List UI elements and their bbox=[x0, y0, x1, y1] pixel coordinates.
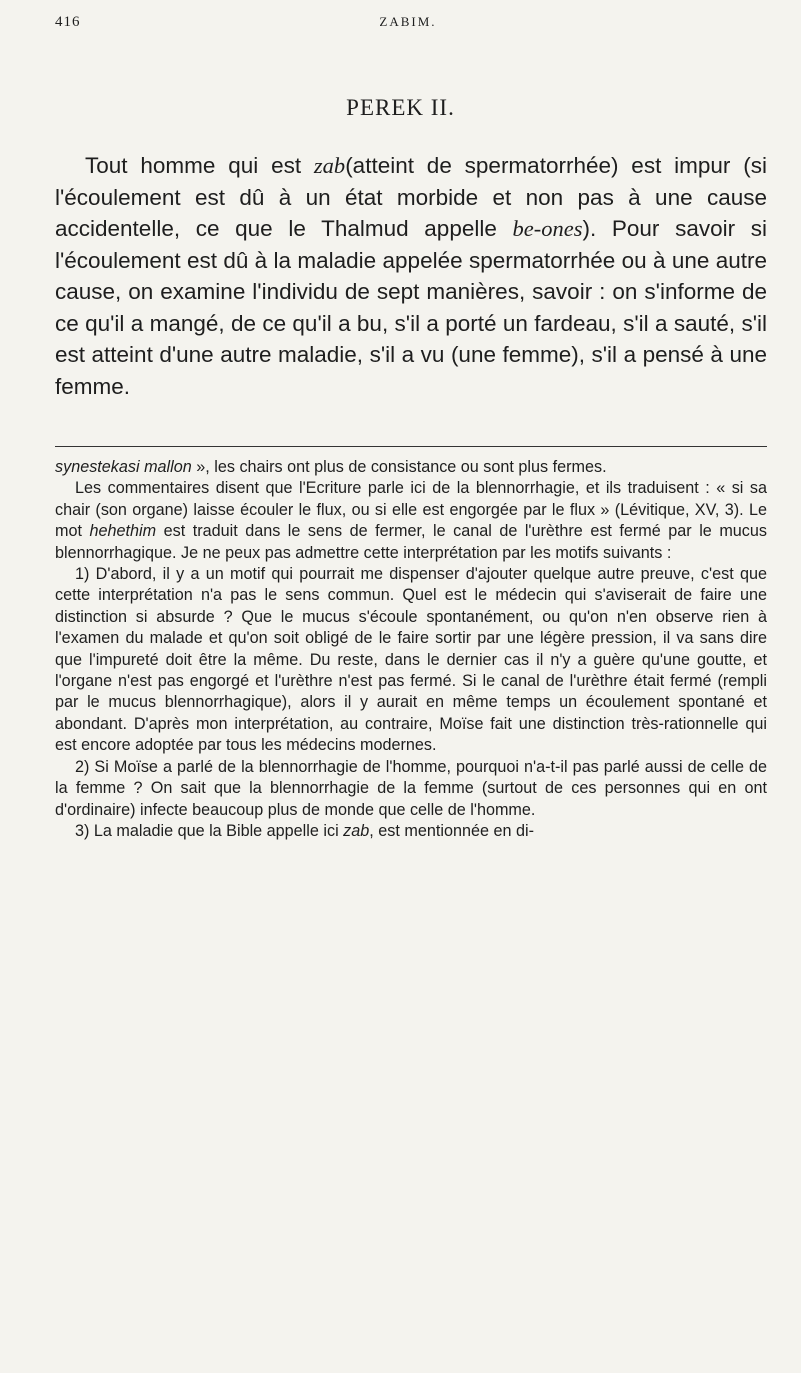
footnote-text: 3) La maladie que la Bible appelle ici bbox=[75, 821, 344, 840]
footnote-text: Les commentaires disent que l'Ecriture parle ici de la blennorrhagie, et ils traduisent : « si sa chair (son organe) laisse écouler le flux, ou si elle est engorgée par le flux » (Lévitique, XV, 3). Le mot bbox=[55, 479, 767, 541]
footnote-text: , est mentionnée en di- bbox=[369, 821, 534, 840]
page-number: 416 bbox=[55, 14, 81, 30]
footnote-continuation bbox=[55, 457, 767, 478]
footnote-paragraph bbox=[55, 821, 767, 842]
term-hehethim: hehethim bbox=[89, 522, 157, 541]
main-paragraph bbox=[55, 150, 767, 402]
running-header bbox=[55, 14, 761, 36]
footnote-divider bbox=[55, 446, 767, 447]
footnotes bbox=[55, 457, 767, 842]
footnote-text: », les chairs ont plus de consistance ou sont plus fermes. bbox=[191, 458, 607, 476]
chapter-title: PEREK II. bbox=[346, 95, 455, 120]
footnote-paragraph: 1) D'abord, il y a un motif qui pourrait me dispenser d'ajouter quelque autre preuve, c'est que cette interprétation n'a pas le sens commun. Quel est le médecin qui s'aviserait de faire une distinction si absurde ? Que le mucus s'écoule spontanément, ou qu'on n'en observe rien à l'examen du malade et qu'on soit obligé de le faire sortir par une légère pression, il va sans dire que l'impureté doit être la même. Du reste, dans le dernier cas il n'y a guère qu'une goutte, et l'organe n'est pas engorgé et l'urèthre n'est pas fermé. Si le canal de l'urèthre était fermé (rempli par le mucus blennorrhagique), alors il y aurait en même temps un écoulement spontané et abondant. D'après mon interprétation, au contraire, Moïse fait une distinction très-rationnelle qui est encore adoptée par tous les médecins modernes. bbox=[55, 565, 767, 755]
footnote-paragraph bbox=[55, 478, 767, 564]
main-text-part: (atteint de spermatorrhée) est impur (si l'écoulement est dû à un état morbide et non pas à une cause accidentelle, ce que le Thalmud appelle bbox=[55, 153, 767, 241]
main-text-part: Tout homme qui est bbox=[85, 153, 314, 178]
term-zab: zab bbox=[313, 153, 346, 178]
term-zab-note: zab bbox=[343, 821, 370, 840]
footnote-paragraph: 2) Si Moïse a parlé de la blennorrhagie de l'homme, pourquoi n'a-t-il pas parlé aussi de celle de la femme ? On sait que la blennorrhagie de la femme (surtout de ces personnes qui en ont d'ordinaire) infecte beaucoup plus de monde que celle de l'homme. bbox=[55, 757, 767, 819]
main-text-part: ). Pour savoir si l'écoulement est dû à la maladie appelée spermatorrhée ou à une autre cause, on examine l'individu de sept manières, savoir : on s'informe de ce qu'il a mangé, de ce qu'il a bu, s'il a porté un fardeau, s'il a sauté, s'il est atteint d'une autre maladie, s'il a vu (une femme), s'il a pensé à une femme. bbox=[55, 216, 767, 399]
running-title: ZABIM. bbox=[379, 14, 437, 29]
term-synestekasi-mallon: synestekasi mallon bbox=[55, 458, 192, 476]
footnote-text: est traduit dans le sens de fermer, le canal de l'urèthre est fermé par le mucus blennorrhagique. Je ne peux pas admettre cette interprétation par les motifs suivants : bbox=[55, 522, 767, 562]
term-be-ones: be-ones bbox=[512, 216, 583, 241]
